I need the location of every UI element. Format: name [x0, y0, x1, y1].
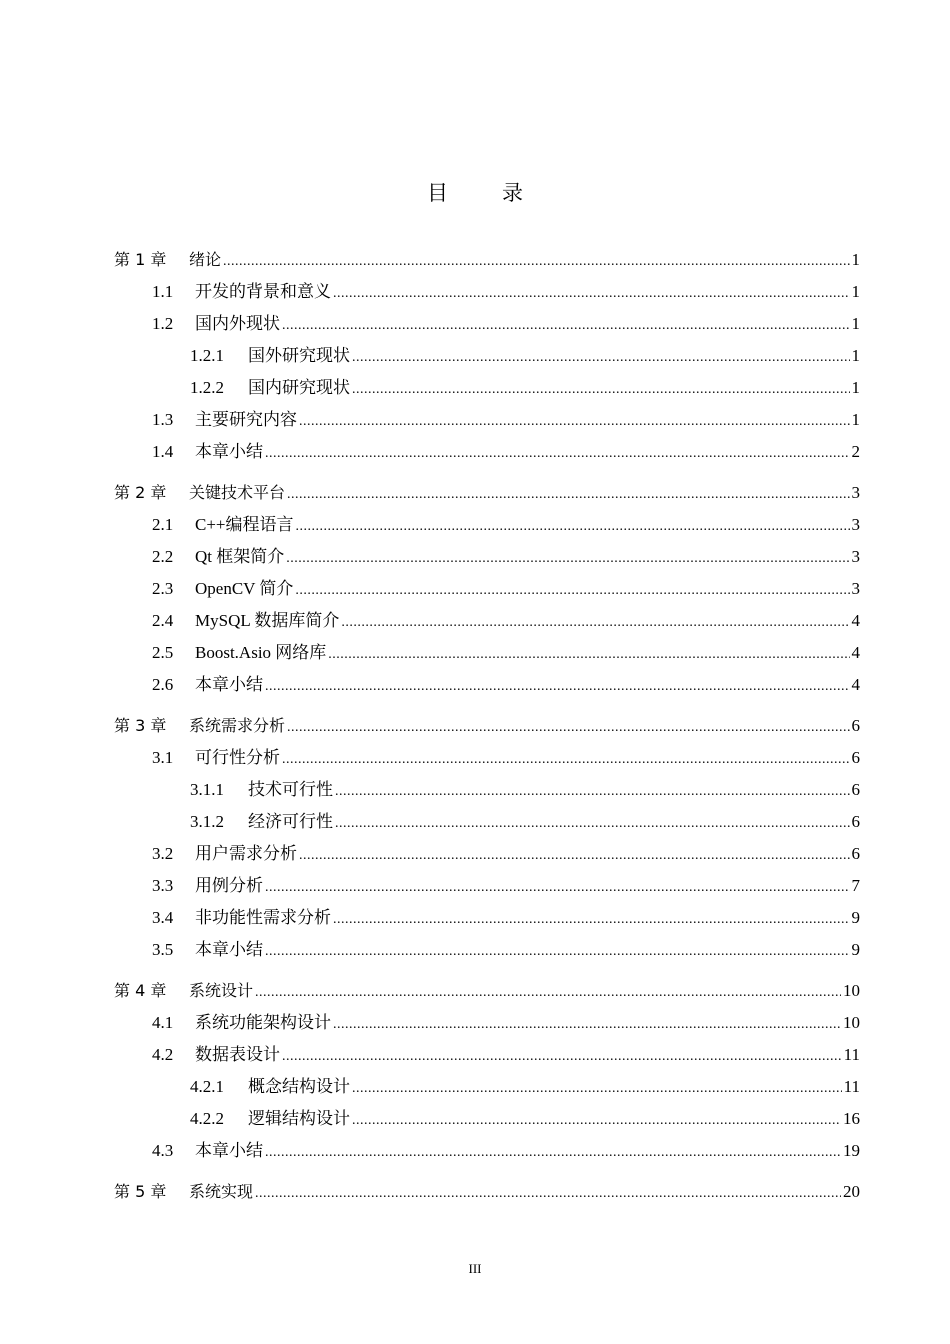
- toc-entry-number: 第 1 章: [114, 250, 167, 269]
- toc-entry-number: 2.2: [152, 547, 174, 566]
- toc-entry-title: 系统实现: [189, 1182, 254, 1201]
- toc-entry-number: 第 2 章: [114, 483, 167, 502]
- toc-section-entry[interactable]: [114, 902, 860, 934]
- toc-section-entry[interactable]: [114, 1039, 860, 1071]
- toc-entry-page: 4: [851, 643, 860, 662]
- toc-entry-title: 本章小结: [195, 442, 263, 461]
- toc-entry-title: 主要研究内容: [195, 410, 297, 429]
- toc-entry-title: OpenCV 简介: [195, 579, 294, 598]
- toc-entry-page: 3: [851, 515, 860, 534]
- toc-section-entry[interactable]: [114, 276, 860, 308]
- toc-entry-page: 6: [851, 780, 860, 799]
- toc-section-entry[interactable]: [114, 372, 860, 404]
- toc-dot-leader: [333, 904, 850, 936]
- toc-section-entry[interactable]: [114, 436, 860, 468]
- toc-dot-leader: [299, 406, 850, 438]
- toc-entry-title: 本章小结: [195, 675, 263, 694]
- toc-entry-title: 本章小结: [195, 940, 263, 959]
- toc-entry-number: 4.3: [152, 1141, 174, 1160]
- toc-entry-number: 3.3: [152, 876, 174, 895]
- toc-entry-title: 用户需求分析: [195, 844, 297, 863]
- toc-dot-leader: [282, 744, 850, 776]
- toc-dot-leader: [282, 1041, 842, 1073]
- toc-section-entry[interactable]: [114, 774, 860, 806]
- toc-entry-number: 1.2.1: [190, 346, 224, 365]
- toc-entry-page: 9: [851, 908, 860, 927]
- toc-entry-title: Boost.Asio 网络库: [195, 643, 327, 662]
- toc-entry-number: 4.2.1: [190, 1077, 224, 1096]
- toc-entry-title: 开发的背景和意义: [195, 282, 331, 301]
- toc-entry-title: 逻辑结构设计: [248, 1109, 350, 1128]
- toc-entry-title: Qt 框架简介: [195, 547, 285, 566]
- toc-dot-leader: [265, 671, 850, 703]
- toc-section-entry[interactable]: [114, 742, 860, 774]
- toc-entry-number: 2.6: [152, 675, 174, 694]
- table-of-contents: [114, 244, 860, 1208]
- toc-entry-title: 技术可行性: [248, 780, 333, 799]
- toc-dot-leader: [352, 342, 850, 374]
- toc-entry-page: 4: [851, 675, 860, 694]
- toc-dot-leader: [223, 246, 849, 278]
- toc-entry-title: 国内外现状: [195, 314, 280, 333]
- toc-entry-number: 第 3 章: [114, 716, 167, 735]
- toc-section-entry[interactable]: [114, 1007, 860, 1039]
- toc-entry-page: 3: [851, 579, 860, 598]
- toc-entry-page: 11: [843, 1045, 860, 1064]
- toc-entry-page: 6: [851, 844, 860, 863]
- toc-section-entry[interactable]: [114, 404, 860, 436]
- toc-entry-page: 2: [851, 442, 860, 461]
- toc-dot-leader: [352, 1073, 842, 1105]
- toc-entry-title: MySQL 数据库简介: [195, 611, 340, 630]
- toc-entry-number: 3.4: [152, 908, 174, 927]
- toc-section-entry[interactable]: [114, 1103, 860, 1135]
- toc-dot-leader: [335, 776, 850, 808]
- toc-entry-page: 1: [851, 314, 860, 333]
- toc-entry-title: 本章小结: [195, 1141, 263, 1160]
- toc-section-entry[interactable]: [114, 308, 860, 340]
- toc-entry-page: 11: [843, 1077, 860, 1096]
- toc-section-entry[interactable]: [114, 838, 860, 870]
- toc-entry-title: 国外研究现状: [248, 346, 350, 365]
- toc-entry-page: 3: [851, 547, 860, 566]
- toc-section-entry[interactable]: [114, 1135, 860, 1167]
- toc-entry-title: C++编程语言: [195, 515, 294, 534]
- toc-dot-leader: [333, 1009, 841, 1041]
- toc-section-entry[interactable]: [114, 573, 860, 605]
- toc-chapter-entry[interactable]: [114, 710, 860, 742]
- toc-entry-title: 非功能性需求分析: [195, 908, 331, 927]
- toc-entry-title: 系统功能架构设计: [195, 1013, 331, 1032]
- toc-chapter-entry[interactable]: [114, 975, 860, 1007]
- toc-entry-title: 数据表设计: [195, 1045, 280, 1064]
- toc-entry-page: 3: [851, 483, 860, 502]
- toc-entry-number: 4.2.2: [190, 1109, 224, 1128]
- page-number: III: [468, 1261, 482, 1276]
- toc-dot-leader: [341, 607, 849, 639]
- toc-entry-title: 系统设计: [189, 981, 254, 1000]
- toc-section-entry[interactable]: [114, 870, 860, 902]
- toc-entry-page: 7: [851, 876, 860, 895]
- toc-entry-page: 4: [851, 611, 860, 630]
- toc-dot-leader: [287, 479, 849, 511]
- toc-dot-leader: [335, 808, 850, 840]
- toc-entry-page: 9: [851, 940, 860, 959]
- toc-section-entry[interactable]: [114, 934, 860, 966]
- toc-entry-title: 关键技术平台: [189, 483, 286, 502]
- toc-entry-number: 1.2: [152, 314, 174, 333]
- toc-entry-title: 用例分析: [195, 876, 263, 895]
- toc-entry-page: 1: [851, 378, 860, 397]
- toc-entry-page: 10: [843, 1013, 860, 1032]
- toc-dot-leader: [328, 639, 849, 671]
- toc-entry-number: 4.2: [152, 1045, 174, 1064]
- toc-dot-leader: [296, 511, 850, 543]
- toc-dot-leader: [255, 977, 841, 1009]
- toc-entry-number: 1.2.2: [190, 378, 224, 397]
- toc-entry-number: 第 4 章: [114, 981, 167, 1000]
- toc-dot-leader: [295, 575, 849, 607]
- toc-entry-number: 3.1.2: [190, 812, 224, 831]
- toc-entry-number: 2.1: [152, 515, 174, 534]
- toc-entry-number: 2.3: [152, 579, 174, 598]
- toc-entry-title: 系统需求分析: [189, 716, 286, 735]
- toc-entry-title: 经济可行性: [248, 812, 333, 831]
- toc-entry-title: 概念结构设计: [248, 1077, 350, 1096]
- toc-entry-title: 国内研究现状: [248, 378, 350, 397]
- toc-entry-page: 19: [843, 1141, 860, 1160]
- toc-entry-page: 6: [851, 716, 860, 735]
- toc-entry-number: 3.5: [152, 940, 174, 959]
- toc-dot-leader: [282, 310, 850, 342]
- toc-dot-leader: [265, 872, 850, 904]
- toc-entry-page: 20: [843, 1182, 860, 1201]
- toc-section-entry[interactable]: [114, 605, 860, 637]
- toc-entry-number: 1.3: [152, 410, 174, 429]
- toc-chapter-entry[interactable]: [114, 477, 860, 509]
- toc-entry-number: 3.1.1: [190, 780, 224, 799]
- toc-entry-title: 可行性分析: [195, 748, 280, 767]
- toc-entry-number: 第 5 章: [114, 1182, 167, 1201]
- toc-section-entry[interactable]: [114, 340, 860, 372]
- toc-entry-page: 1: [851, 250, 860, 269]
- toc-entry-number: 1.1: [152, 282, 174, 301]
- toc-entry-page: 10: [843, 981, 860, 1000]
- toc-entry-page: 1: [851, 346, 860, 365]
- toc-entry-title: 绪论: [189, 250, 222, 269]
- toc-dot-leader: [352, 374, 850, 406]
- toc-dot-leader: [265, 936, 850, 968]
- toc-entry-page: 16: [843, 1109, 860, 1128]
- toc-entry-page: 1: [851, 410, 860, 429]
- toc-dot-leader: [333, 278, 850, 310]
- toc-entry-number: 2.5: [152, 643, 174, 662]
- toc-section-entry[interactable]: [114, 1071, 860, 1103]
- toc-section-entry[interactable]: [114, 541, 860, 573]
- toc-section-entry[interactable]: [114, 637, 860, 669]
- toc-section-entry[interactable]: [114, 669, 860, 701]
- toc-entry-page: 6: [851, 748, 860, 767]
- toc-dot-leader: [255, 1178, 841, 1210]
- toc-dot-leader: [299, 840, 850, 872]
- toc-dot-leader: [287, 712, 849, 744]
- toc-entry-page: 6: [851, 812, 860, 831]
- toc-entry-number: 4.1: [152, 1013, 174, 1032]
- toc-dot-leader: [286, 543, 849, 575]
- toc-entry-number: 1.4: [152, 442, 174, 461]
- toc-entry-number: 2.4: [152, 611, 174, 630]
- toc-dot-leader: [265, 438, 850, 470]
- toc-chapter-entry[interactable]: [114, 244, 860, 276]
- page-title: 目录: [427, 181, 577, 205]
- toc-dot-leader: [265, 1137, 841, 1169]
- toc-entry-number: 3.1: [152, 748, 174, 767]
- toc-entry-page: 1: [851, 282, 860, 301]
- toc-entry-number: 3.2: [152, 844, 174, 863]
- toc-section-entry[interactable]: [114, 806, 860, 838]
- toc-chapter-entry[interactable]: [114, 1176, 860, 1208]
- toc-section-entry[interactable]: [114, 509, 860, 541]
- toc-dot-leader: [352, 1105, 841, 1137]
